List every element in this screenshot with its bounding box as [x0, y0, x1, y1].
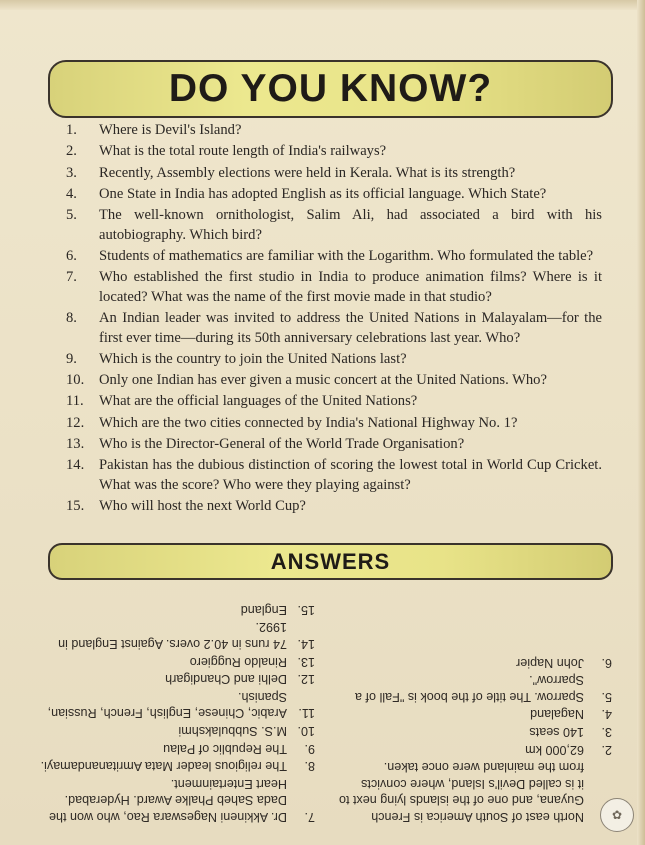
question-number: 9. [66, 350, 77, 367]
question-item [66, 268, 602, 307]
question-number: 3. [66, 164, 77, 181]
answer-number: 13. [297, 654, 315, 669]
answer-item [334, 759, 612, 825]
answer-item [334, 723, 612, 740]
answer-number: 10. [297, 724, 315, 739]
answer-text: The religious leader Mata Amritanandamayi. [40, 759, 287, 774]
question-item [66, 350, 602, 370]
page-title: DO YOU KNOW? [168, 67, 493, 110]
answers-upside-down-block [40, 585, 620, 825]
answer-item [37, 601, 315, 618]
page-right-edge [637, 0, 645, 845]
question-text: What are the official languages of the United Nations? [99, 393, 418, 410]
answer-number: 5. [601, 689, 612, 704]
question-text: Only one Indian has ever given a music concert at the United Nations. Who? [99, 372, 547, 389]
question-number: 8. [66, 310, 77, 327]
question-text: Who will host the next World Cup? [99, 498, 306, 515]
question-text: What is the total route length of India's railways? [99, 143, 387, 160]
question-item [66, 497, 602, 517]
question-text: One State in India has adopted English as its official language. Which State? [99, 185, 547, 202]
question-item [66, 185, 602, 205]
answer-number: 7. [304, 810, 315, 824]
answer-text: Delhi and Chandigarh [165, 672, 287, 687]
answer-number: 3. [601, 725, 612, 740]
answer-text: Arabic, Chinese, English, French, Russian, Spanish. [47, 689, 287, 721]
question-text: An Indian leader was invited to address the United Nations in Malayalam—for the first ever time—during its 50th anniversary celebrations last year. Who? [99, 310, 602, 346]
question-text: Recently, Assembly elections were held in Kerala. What is its strength? [99, 164, 516, 181]
question-text: Who is the Director-General of the World Trade Organisation? [99, 436, 465, 453]
answer-number: 8. [304, 759, 315, 774]
question-number: 6. [66, 247, 77, 264]
question-number: 2. [66, 143, 77, 160]
answer-item [37, 653, 315, 670]
answer-text: M.S. Subbulakshmi [178, 724, 287, 739]
answer-number: 9. [304, 741, 315, 756]
question-number: 12. [66, 414, 85, 431]
question-item [66, 206, 602, 245]
answer-text: The Republic of Palau [163, 741, 287, 756]
question-text: Students of mathematics are familiar with the Logarithm. Who formulated the table? [99, 247, 594, 264]
question-number: 10. [66, 372, 85, 389]
question-item [66, 435, 602, 455]
question-number: 13. [66, 436, 85, 453]
answer-number: 6. [601, 655, 612, 670]
answer-text: North east of South America is French Guyana, and one of the islands lying next to it is called Devil's Island, where convicts from the mainland were once taken. [338, 760, 584, 824]
answer-text: John Napier [516, 655, 584, 670]
answer-item [37, 688, 315, 721]
answer-item [37, 722, 315, 739]
answer-item [334, 654, 612, 671]
question-item [66, 247, 602, 267]
question-number: 11. [66, 393, 84, 410]
answer-text: 140 seats [529, 725, 584, 740]
answers-column-left [334, 653, 612, 825]
question-item [66, 309, 602, 348]
answer-text: Rinaldo Ruggiero [189, 654, 287, 669]
question-item [66, 456, 602, 495]
question-number: 7. [66, 269, 77, 286]
question-number: 4. [66, 185, 77, 202]
question-item [66, 142, 602, 162]
answer-item [334, 672, 612, 705]
answer-text: Nagaland [530, 707, 584, 722]
title-banner [48, 60, 613, 118]
question-text: The well-known ornithologist, Salim Ali, had associated a bird with his autobiography. Which bird? [99, 207, 602, 243]
answer-item [37, 740, 315, 757]
question-text: Which is the country to join the United Nations last? [99, 350, 407, 367]
watermark-stamp-icon: ✿ [600, 798, 634, 832]
answers-banner [48, 543, 613, 580]
question-text: Pakistan has the dubious distinction of scoring the lowest total in World Cup Cricket. What was the score? Who were they playing against? [99, 457, 602, 493]
question-item [66, 414, 602, 434]
answer-text: 62,000 km [525, 742, 584, 757]
answer-item [334, 741, 612, 758]
question-item [66, 392, 602, 412]
question-item [66, 164, 602, 184]
answers-column-right [37, 600, 315, 825]
question-number: 15. [66, 498, 85, 515]
question-item [66, 121, 602, 141]
answer-item [37, 619, 315, 652]
question-number: 14. [66, 457, 85, 474]
question-item [66, 371, 602, 391]
answer-item [37, 758, 315, 775]
question-text: Where is Devil's Island? [99, 122, 242, 138]
answer-text: 74 runs in 40.2 overs. Against England in 1992. [58, 620, 287, 652]
answer-text: England [240, 602, 287, 617]
question-list [66, 121, 602, 518]
question-number: 5. [66, 207, 77, 224]
answer-item [334, 706, 612, 723]
question-number: 1. [66, 122, 77, 138]
answer-item [37, 775, 315, 825]
question-text: Who established the first studio in India to produce animation films? Where is it located? What was the name of the first movie made in that studio? [99, 269, 602, 305]
page-top-edge [0, 0, 645, 10]
answers-heading: ANSWERS [270, 548, 391, 574]
answer-number: 11. [298, 706, 315, 721]
answer-text: Dr. Akkineni Nageswara Rao, who won the Dada Saheb Phalke Award. Hyderabad. Heart Entertainment. [48, 776, 287, 824]
answer-number: 14. [297, 637, 315, 652]
question-text: Which are the two cities connected by India's National Highway No. 1? [99, 414, 518, 431]
answer-number: 15. [297, 602, 315, 617]
answer-item [37, 671, 315, 688]
answer-text: Sparrow. The title of the book is "Fall of a Sparrow". [355, 673, 584, 704]
answer-number: 4. [601, 707, 612, 722]
answer-number: 12. [297, 672, 315, 687]
answer-number: 2. [601, 742, 612, 757]
